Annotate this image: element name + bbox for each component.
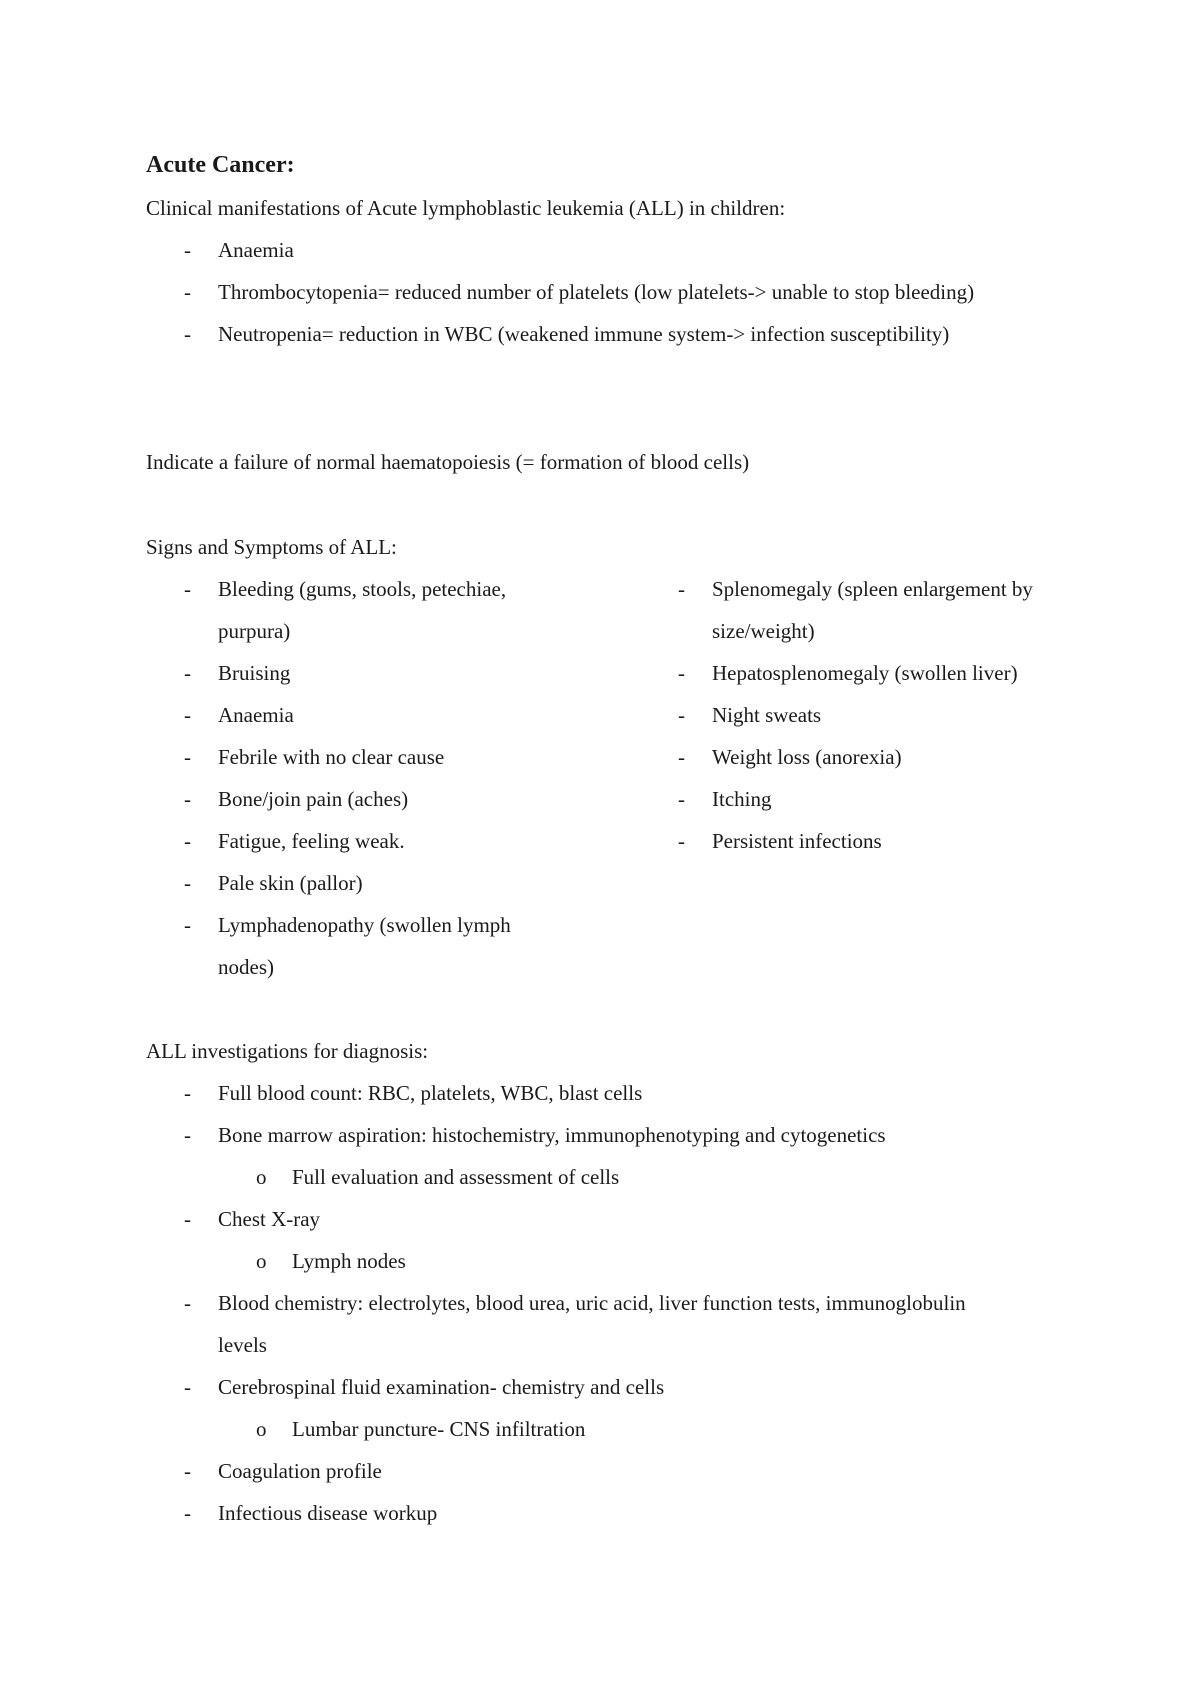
dash-bullet: -: [184, 1375, 191, 1399]
dash-bullet: -: [184, 787, 191, 811]
dash-bullet: -: [184, 280, 191, 304]
section2-left-list: [146, 568, 566, 988]
list-item: - Splenomegaly (spleen enlargement by size/weight): [640, 568, 1060, 652]
section1-heading: Clinical manifestations of Acute lymphoblastic leukemia (ALL) in children:: [146, 196, 786, 220]
list-item: - Bone/join pain (aches): [146, 778, 566, 820]
list-item: - Cerebrospinal fluid examination- chemistry and cells o Lumbar puncture- CNS infiltration: [146, 1366, 1026, 1450]
list-item: - Bruising: [146, 652, 566, 694]
dash-bullet: -: [678, 577, 685, 601]
list-item: - Thrombocytopenia= reduced number of platelets (low platelets-> unable to stop bleeding): [146, 271, 1046, 313]
circle-bullet: o: [256, 1165, 267, 1189]
section3-heading: ALL investigations for diagnosis:: [146, 1039, 429, 1063]
sub-list-item: o Lumbar puncture- CNS infiltration: [146, 1408, 1026, 1450]
section1-list: [146, 229, 1046, 355]
list-item: - Night sweats: [640, 694, 1060, 736]
dash-bullet: -: [184, 322, 191, 346]
dash-bullet: -: [184, 661, 191, 685]
list-item: - Hepatosplenomegaly (swollen liver): [640, 652, 1060, 694]
dash-bullet: -: [184, 1081, 191, 1105]
list-item: - Pale skin (pallor): [146, 862, 566, 904]
list-item: - Fatigue, feeling weak.: [146, 820, 566, 862]
list-item: - Neutropenia= reduction in WBC (weakened immune system-> infection susceptibility): [146, 313, 1046, 355]
list-item: - Bleeding (gums, stools, petechiae, purpura): [146, 568, 566, 652]
list-item: - Blood chemistry: electrolytes, blood urea, uric acid, liver function tests, immunoglobulin levels: [146, 1282, 1026, 1366]
list-item: - Anaemia: [146, 694, 566, 736]
dash-bullet: -: [678, 703, 685, 727]
circle-bullet: o: [256, 1417, 267, 1441]
sub-list-item: o Lymph nodes: [146, 1240, 1026, 1282]
list-item: - Coagulation profile: [146, 1450, 1026, 1492]
list-item: - Infectious disease workup: [146, 1492, 1026, 1534]
list-item: - Bone marrow aspiration: histochemistry, immunophenotyping and cytogenetics o Full evaluation and assessment of cells: [146, 1114, 1026, 1198]
dash-bullet: -: [184, 913, 191, 937]
section2-heading: Signs and Symptoms of ALL:: [146, 535, 397, 559]
document-title: Acute Cancer:: [146, 152, 295, 178]
list-item: - Febrile with no clear cause: [146, 736, 566, 778]
sub-list: [146, 1408, 1026, 1450]
list-item: - Chest X-ray o Lymph nodes: [146, 1198, 1026, 1282]
dash-bullet: -: [184, 577, 191, 601]
circle-bullet: o: [256, 1249, 267, 1273]
dash-bullet: -: [184, 871, 191, 895]
section2-right-list: [640, 568, 1060, 862]
list-item: - Lymphadenopathy (swollen lymph nodes): [146, 904, 566, 988]
dash-bullet: -: [184, 745, 191, 769]
list-item: - Weight loss (anorexia): [640, 736, 1060, 778]
dash-bullet: -: [184, 238, 191, 262]
list-item: - Full blood count: RBC, platelets, WBC, blast cells: [146, 1072, 1026, 1114]
dash-bullet: -: [184, 1501, 191, 1525]
list-item: - Anaemia: [146, 229, 1046, 271]
dash-bullet: -: [678, 787, 685, 811]
list-item: - Persistent infections: [640, 820, 1060, 862]
sub-list-item: o Full evaluation and assessment of cells: [146, 1156, 1026, 1198]
sub-list: [146, 1156, 1026, 1198]
dash-bullet: -: [184, 1291, 191, 1315]
sub-list: [146, 1240, 1026, 1282]
section1-note: Indicate a failure of normal haematopoiesis (= formation of blood cells): [146, 450, 750, 474]
dash-bullet: -: [184, 1207, 191, 1231]
dash-bullet: -: [678, 745, 685, 769]
dash-bullet: -: [678, 829, 685, 853]
list-item: - Itching: [640, 778, 1060, 820]
section3-list: [146, 1072, 1026, 1534]
dash-bullet: -: [184, 1459, 191, 1483]
dash-bullet: -: [678, 661, 685, 685]
dash-bullet: -: [184, 829, 191, 853]
dash-bullet: -: [184, 1123, 191, 1147]
dash-bullet: -: [184, 703, 191, 727]
